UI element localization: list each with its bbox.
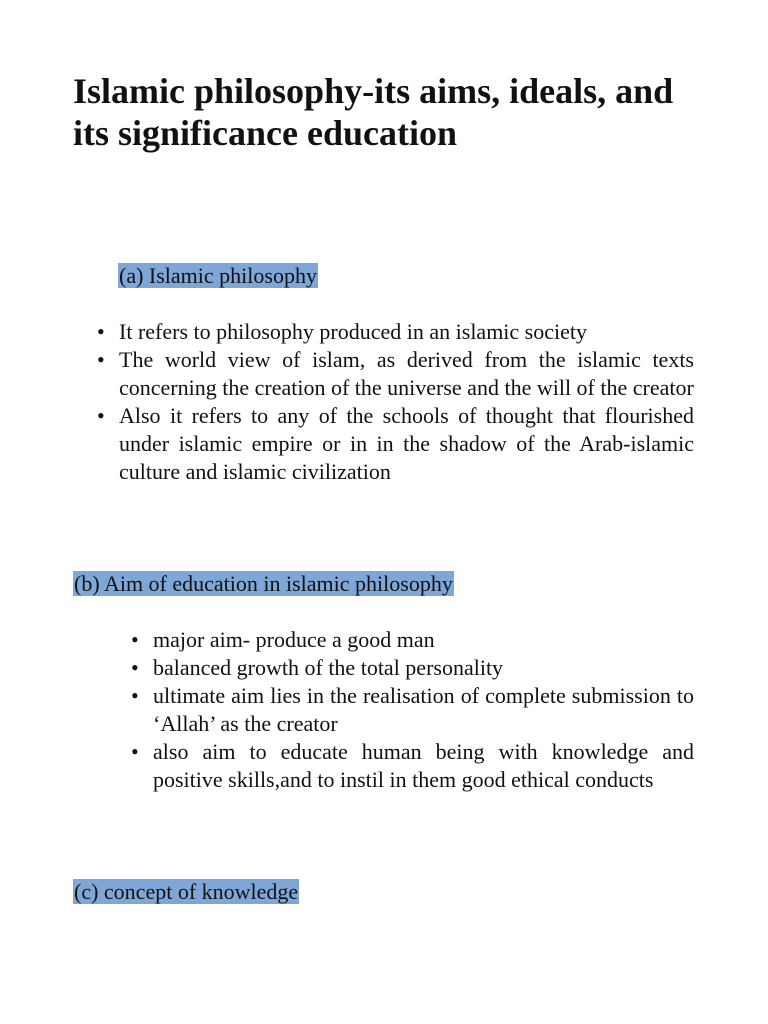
list-item: • ultimate aim lies in the realisation of complete submission to ‘Allah’ as the creator — [153, 682, 694, 738]
section-b-heading-block — [73, 570, 454, 598]
list-item: • balanced growth of the total personality — [153, 654, 694, 682]
list-item: • Also it refers to any of the schools of thought that flourished under islamic empire or in in the shadow of the Arab-islamic culture and islamic civilization — [119, 402, 694, 486]
section-c-heading: (c) concept of knowledge — [74, 879, 299, 904]
section-c-heading-block — [73, 878, 299, 906]
section-a-bullet-list — [119, 318, 694, 486]
list-item: • also aim to educate human being with knowledge and positive skills,and to instil in them good ethical conducts — [153, 738, 694, 794]
list-item: • The world view of islam, as derived from the islamic texts concerning the creation of the universe and the will of the creator — [119, 346, 694, 402]
section-a-heading-block — [118, 262, 318, 290]
section-b-bullet-list — [153, 626, 694, 794]
document-title: Islamic philosophy-its aims, ideals, and its significance education — [73, 71, 674, 153]
section-a-heading: (a) Islamic philosophy — [119, 263, 317, 288]
list-item: • It refers to philosophy produced in an islamic society — [119, 318, 694, 346]
list-item: • major aim- produce a good man — [153, 626, 694, 654]
section-b-heading: (b) Aim of education in islamic philosophy — [74, 571, 453, 596]
